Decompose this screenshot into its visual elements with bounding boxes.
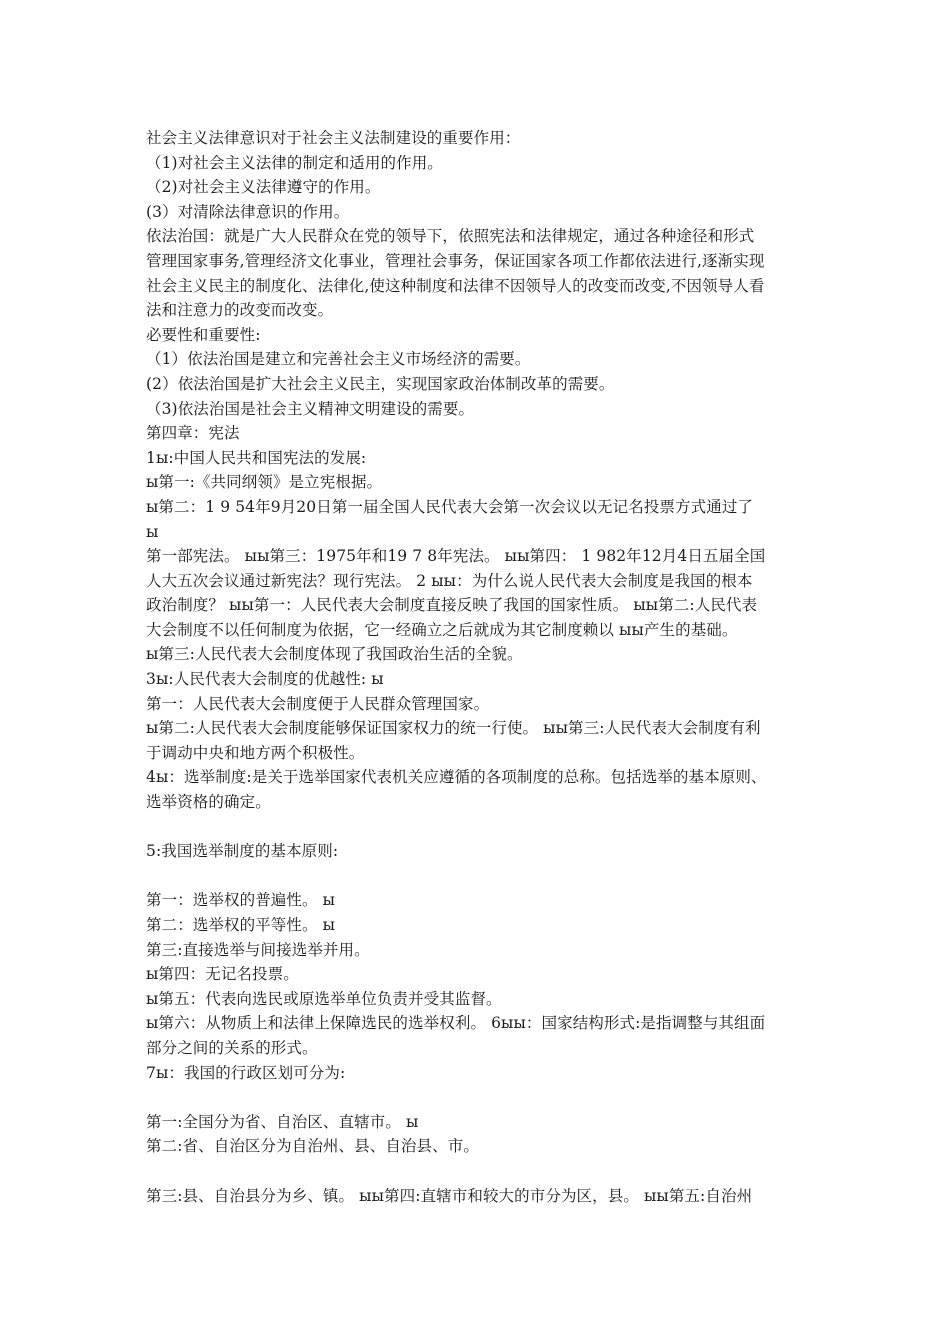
text-line: ы第四：无记名投票。: [146, 965, 299, 984]
text-line: (3）对清除法律意识的作用。: [146, 202, 350, 221]
text-line: 第三:县、自治县分为乡、镇。 ыы第四:直辖市和较大的市分为区，县。 ыы第五:自治州: [146, 1186, 753, 1205]
text-line: 社会主义法律意识对于社会主义法制建设的重要作用：: [146, 129, 521, 147]
text-line: ы第一:《共同纲领》是立宪根据。: [146, 473, 383, 492]
text-line: ы第三:人民代表大会制度体现了我国政治生活的全貌。: [146, 645, 523, 664]
text-line: ы第六：从物质上和法律上保障选民的选举权利。 6ыы：国家结构形式:是指调整与其组面: [146, 1014, 766, 1033]
text-line: 第一:全国分为省、自治区、直辖市。 ы: [146, 1112, 419, 1131]
blank-line: [146, 1085, 826, 1110]
text-line: 依法治国：就是广大人民群众在党的领导下，依照宪法和法律规定，通过各种途径和形式: [146, 227, 755, 246]
text-line: 第一：选举权的普遍性。 ы: [146, 891, 336, 910]
text-line: 社会主义民主的制度化、法律化,使这种制度和法律不因领导人的改变而改变,不因领导人看: [146, 276, 765, 295]
blank-line: [146, 1159, 826, 1184]
blank-line: [146, 864, 826, 889]
text-line: ы第二:人民代表大会制度能够保证国家权力的统一行使。 ыы第三:人民代表大会制度有利: [146, 719, 761, 738]
text-line: （1）依法治国是建立和完善社会主义市场经济的需要。: [146, 350, 531, 369]
text-line: 第三:直接选举与间接选举并用。: [146, 940, 370, 959]
text-line: 第一部宪法。 ыы第三：1975年和19 7 8年宪法。 ыы第四： 1 982年12月4日五届全国: [146, 547, 766, 566]
text-line: 7ы：我国的行政区划可分为:: [146, 1063, 346, 1082]
text-line: 法和注意力的改变而改变。: [146, 301, 334, 320]
chapter-heading: 第四章：宪法: [146, 424, 240, 443]
text-line: 5:我国选举制度的基本原则:: [146, 842, 339, 861]
text-line: 必要性和重要性:: [146, 325, 261, 344]
text-line: 选举资格的确定。: [146, 793, 271, 812]
text-line: 第一：人民代表大会制度便于人民群众管理国家。: [146, 694, 490, 713]
document-body: [146, 126, 826, 1208]
blank-line: [146, 815, 826, 840]
text-line: ы: [146, 522, 159, 541]
text-line: 部分之间的关系的形式。: [146, 1038, 318, 1057]
text-line: （3)依法治国是社会主义精神文明建设的需要。: [146, 399, 475, 418]
text-line: ы第二：1 9 54年9月20日第一届全国人民代表大会第一次会议以无记名投票方式通过了: [146, 497, 754, 516]
text-line: 于调动中央和地方两个积极性。: [146, 743, 365, 762]
text-line: 人大五次会议通过新宪法？现行宪法。 2 ыы：为什么说人民代表大会制度是我国的根本: [146, 571, 753, 590]
text-line: 1ы:中国人民共和国宪法的发展:: [146, 448, 367, 467]
text-line: 3ы:人民代表大会制度的优越性: ы: [146, 670, 384, 689]
text-line: 政治制度？ ыы第一：人民代表大会制度直接反映了我国的国家性质。 ыы第二:人民代表: [146, 596, 758, 615]
text-line: （1)对社会主义法律的制定和适用的作用。: [146, 153, 443, 172]
text-line: 第二：选举权的平等性。 ы: [146, 916, 336, 934]
text-line: （2)对社会主义法律遵守的作用。: [146, 178, 381, 197]
text-line: 4ы：选举制度:是关于选举国家代表机关应遵循的各项制度的总称。包括选举的基本原则、: [146, 768, 767, 787]
text-line: 第二:省、自治区分为自治州、县、自治县、市。: [146, 1137, 479, 1156]
text-line: ы第五：代表向选民或原选举单位负责并受其监督。: [146, 989, 502, 1008]
text-line: 管理国家事务,管理经济文化事业，管理社会事务，保证国家各项工作都依法进行,逐渐实现: [146, 251, 765, 270]
text-line: 大会制度不以任何制度为依据，它一经确立之后就成为其它制度赖以 ыы产生的基础。: [146, 620, 738, 639]
text-line: (2）依法治国是扩大社会主义民主，实现国家政治体制改革的需要。: [146, 374, 615, 393]
